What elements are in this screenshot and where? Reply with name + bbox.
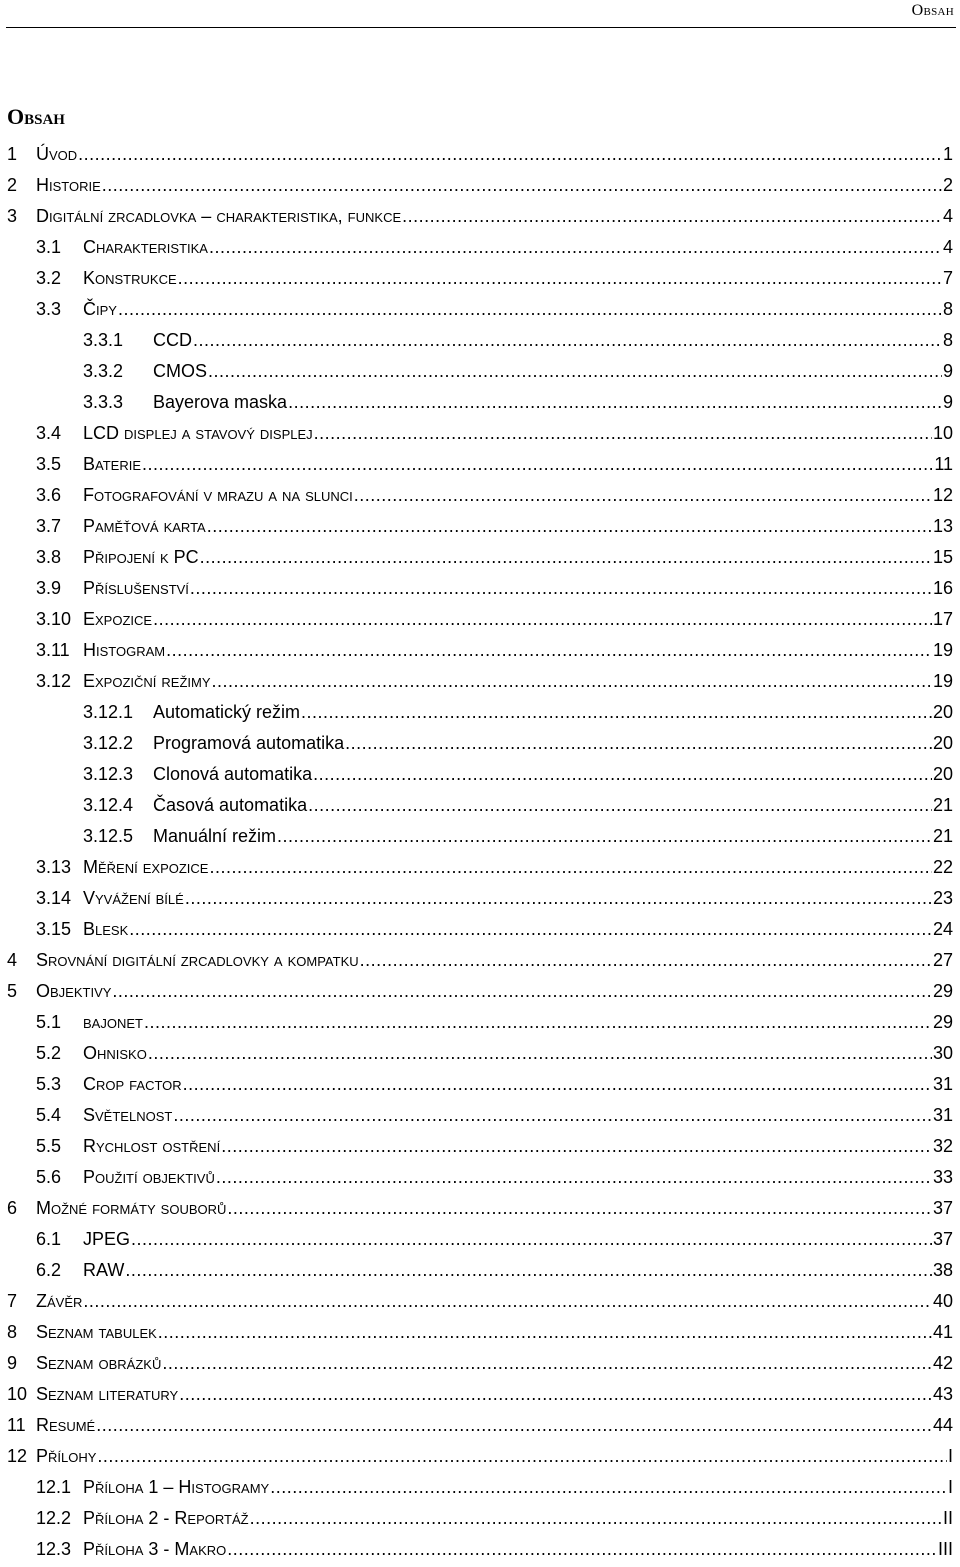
toc-entry-number: 1 [7, 144, 18, 164]
toc-entry-title: Automatický režim [153, 702, 301, 722]
toc-heading: Obsah [7, 104, 65, 129]
toc-entry-page: 21 [932, 795, 953, 815]
toc-dot-leader [227, 1534, 937, 1565]
toc-entry-page: 21 [932, 826, 953, 846]
toc-entry-title: CCD [153, 330, 192, 350]
toc-entry[interactable] [0, 542, 960, 573]
toc-entry-title: LCD displej a stavový displej [83, 423, 313, 443]
toc-entry-page: 4 [942, 237, 953, 257]
toc-dot-leader [360, 945, 932, 976]
toc-entry-title: Clonová automatika [153, 764, 313, 784]
toc-entry-page: 8 [942, 330, 953, 350]
toc-entry-title: Měření expozice [83, 857, 209, 877]
toc-entry-number: 3.12 [36, 671, 72, 691]
toc-entry[interactable] [0, 604, 960, 635]
toc-dot-leader [83, 1286, 932, 1317]
header-divider [6, 27, 956, 28]
toc-entry[interactable] [0, 294, 960, 325]
toc-entry[interactable] [0, 821, 960, 852]
toc-entry-title: Programová automatika [153, 733, 345, 753]
toc-entry[interactable] [0, 945, 960, 976]
toc-entry-title: Příslušenství [83, 578, 189, 598]
toc-entry-page: 15 [932, 547, 953, 567]
toc-entry-number: 3.15 [36, 919, 72, 939]
toc-entry-number: 12 [7, 1446, 28, 1466]
toc-entry-page: 20 [932, 764, 953, 784]
toc-entry-page: II [942, 1508, 953, 1528]
toc-entry-title: Světelnost [83, 1105, 173, 1125]
toc-dot-leader [158, 1317, 932, 1348]
toc-entry-page: I [947, 1446, 953, 1466]
toc-entry-title: Rychlost ostření [83, 1136, 221, 1156]
toc-dot-leader [270, 1472, 947, 1503]
toc-entry[interactable] [0, 1472, 960, 1503]
toc-entry-title: Expozice [83, 609, 153, 629]
toc-dot-leader [209, 852, 932, 883]
toc-entry-title: Příloha 3 - Makro [83, 1539, 227, 1559]
toc-entry[interactable] [0, 1441, 960, 1472]
toc-entry-title: Crop factor [83, 1074, 182, 1094]
toc-entry-number: 3.2 [36, 268, 62, 288]
toc-entry-title: Závěr [36, 1291, 83, 1311]
toc-entry-page: 9 [942, 361, 953, 381]
toc-entry[interactable] [0, 1534, 960, 1565]
toc-entry[interactable] [0, 201, 960, 232]
toc-entry[interactable] [0, 139, 960, 170]
toc-entry-page: 2 [942, 175, 953, 195]
toc-entry-page: 7 [942, 268, 953, 288]
toc-entry[interactable] [0, 852, 960, 883]
toc-dot-leader [301, 697, 932, 728]
toc-entry-page: 20 [932, 733, 953, 753]
toc-dot-leader [208, 356, 942, 387]
toc-entry-title: RAW [83, 1260, 125, 1280]
toc-entry[interactable] [0, 1317, 960, 1348]
toc-dot-leader [402, 201, 942, 232]
toc-entry-page: 1 [942, 144, 953, 164]
toc-dot-leader [129, 914, 932, 945]
toc-entry-number: 6.2 [36, 1260, 62, 1280]
toc-entry-page: 23 [932, 888, 953, 908]
toc-entry-number: 3.6 [36, 485, 62, 505]
table-of-contents [0, 139, 960, 1565]
toc-entry-title: Příloha 1 – Histogramy [83, 1477, 270, 1497]
toc-entry-number: 3.4 [36, 423, 62, 443]
toc-entry-title: Časová automatika [153, 795, 308, 815]
toc-entry-page: 29 [932, 1012, 953, 1032]
toc-entry-number: 10 [7, 1384, 28, 1404]
toc-entry-page: 30 [932, 1043, 953, 1063]
toc-dot-leader [200, 542, 932, 573]
toc-entry[interactable] [0, 1410, 960, 1441]
toc-dot-leader [216, 1162, 932, 1193]
toc-dot-leader [345, 728, 932, 759]
toc-entry-title: Srovnání digitální zrcadlovky a kompatku [36, 950, 359, 970]
toc-entry[interactable] [0, 1038, 960, 1069]
toc-entry-number: 12.2 [36, 1508, 72, 1528]
toc-entry[interactable] [0, 976, 960, 1007]
toc-entry-number: 4 [7, 950, 18, 970]
toc-entry-title: Ohnisko [83, 1043, 147, 1063]
toc-entry[interactable] [0, 1348, 960, 1379]
toc-entry-number: 5.1 [36, 1012, 62, 1032]
toc-entry-number: 5 [7, 981, 18, 1001]
toc-entry-title: Připojení k PC [83, 547, 199, 567]
toc-dot-leader [277, 821, 932, 852]
toc-entry-number: 5.5 [36, 1136, 62, 1156]
running-header: Obsah [911, 2, 954, 19]
toc-entry-title: Histogram [83, 640, 166, 660]
toc-entry[interactable] [0, 759, 960, 790]
toc-dot-leader [131, 1224, 932, 1255]
toc-entry-page: 37 [932, 1198, 953, 1218]
toc-entry-title: Seznam obrázků [36, 1353, 162, 1373]
toc-entry-page: 29 [932, 981, 953, 1001]
toc-entry-page: 32 [932, 1136, 953, 1156]
toc-dot-leader [148, 1038, 932, 1069]
toc-dot-leader [313, 759, 932, 790]
toc-entry-page: 31 [932, 1105, 953, 1125]
toc-entry[interactable] [0, 1007, 960, 1038]
toc-entry-title: CMOS [153, 361, 207, 381]
toc-entry-page: 22 [932, 857, 953, 877]
toc-entry[interactable] [0, 1224, 960, 1255]
toc-dot-leader [144, 1007, 932, 1038]
toc-entry-title: Seznam literatury [36, 1384, 179, 1404]
toc-entry-number: 3.3.1 [83, 330, 124, 350]
toc-entry-number: 3.3.3 [83, 392, 124, 412]
toc-entry-title: Příloha 2 - Reportáž [83, 1508, 249, 1528]
toc-dot-leader [179, 1379, 932, 1410]
toc-entry-number: 3.12.3 [83, 764, 134, 784]
toc-entry-number: 3 [7, 206, 18, 226]
toc-entry-number: 8 [7, 1322, 18, 1342]
toc-entry-page: 20 [932, 702, 953, 722]
toc-entry[interactable] [0, 697, 960, 728]
toc-dot-leader [185, 883, 932, 914]
toc-dot-leader [173, 1100, 932, 1131]
toc-entry-number: 5.6 [36, 1167, 62, 1187]
toc-dot-leader [288, 387, 942, 418]
toc-dot-leader [207, 511, 932, 542]
toc-entry[interactable] [0, 387, 960, 418]
toc-dot-leader [193, 325, 942, 356]
toc-entry-title: JPEG [83, 1229, 131, 1249]
toc-entry[interactable] [0, 232, 960, 263]
toc-entry-title: Použití objektivů [83, 1167, 215, 1187]
toc-dot-leader [96, 1410, 932, 1441]
toc-entry-page: 16 [932, 578, 953, 598]
toc-entry[interactable] [0, 325, 960, 356]
toc-entry-title: Fotografování v mrazu a na slunci [83, 485, 353, 505]
toc-dot-leader [227, 1193, 932, 1224]
toc-entry-number: 3.8 [36, 547, 62, 567]
toc-entry-title: Expoziční režimy [83, 671, 211, 691]
toc-dot-leader [212, 666, 932, 697]
toc-entry-page: 27 [932, 950, 953, 970]
toc-entry-title: Resumé [36, 1415, 96, 1435]
toc-entry[interactable] [0, 449, 960, 480]
toc-entry-page: 19 [932, 671, 953, 691]
toc-dot-leader [354, 480, 932, 511]
toc-entry-title: Vyvážení bílé [83, 888, 184, 908]
toc-entry-page: 41 [932, 1322, 953, 1342]
toc-entry-number: 3.3 [36, 299, 62, 319]
toc-dot-leader [125, 1255, 932, 1286]
toc-entry[interactable] [0, 1131, 960, 1162]
toc-entry-number: 3.10 [36, 609, 72, 629]
toc-entry-page: 11 [934, 454, 953, 474]
toc-dot-leader [162, 1348, 932, 1379]
toc-entry[interactable] [0, 170, 960, 201]
toc-entry-page: 9 [942, 392, 953, 412]
toc-entry-title: Digitální zrcadlovka – charakteristika, funkce [36, 206, 402, 226]
toc-dot-leader [118, 294, 942, 325]
toc-entry[interactable] [0, 573, 960, 604]
toc-entry[interactable] [0, 480, 960, 511]
toc-entry[interactable] [0, 418, 960, 449]
toc-entry-page: 4 [942, 206, 953, 226]
toc-entry[interactable] [0, 1069, 960, 1100]
toc-dot-leader [221, 1131, 932, 1162]
toc-dot-leader [314, 418, 932, 449]
toc-entry[interactable] [0, 1286, 960, 1317]
toc-entry-number: 3.11 [36, 640, 70, 660]
toc-entry-page: 42 [932, 1353, 953, 1373]
toc-entry-page: 10 [932, 423, 953, 443]
toc-entry-page: 24 [932, 919, 953, 939]
toc-entry-number: 7 [7, 1291, 18, 1311]
toc-entry-page: 43 [932, 1384, 953, 1404]
toc-dot-leader [190, 573, 932, 604]
toc-entry-number: 3.3.2 [83, 361, 124, 381]
toc-entry-page: 40 [932, 1291, 953, 1311]
toc-entry-number: 3.12.4 [83, 795, 134, 815]
toc-entry[interactable] [0, 263, 960, 294]
toc-entry[interactable] [0, 883, 960, 914]
toc-dot-leader [78, 139, 942, 170]
toc-entry-title: bajonet [83, 1012, 143, 1032]
toc-entry[interactable] [0, 635, 960, 666]
toc-entry-number: 11 [7, 1415, 26, 1435]
toc-entry-number: 3.14 [36, 888, 72, 908]
toc-entry-number: 3.7 [36, 516, 62, 536]
toc-entry-page: 38 [932, 1260, 953, 1280]
toc-entry-number: 3.12.2 [83, 733, 134, 753]
toc-entry[interactable] [0, 1193, 960, 1224]
toc-dot-leader [183, 1069, 932, 1100]
toc-entry-page: 31 [932, 1074, 953, 1094]
toc-entry-title: Manuální režim [153, 826, 277, 846]
toc-entry-number: 5.4 [36, 1105, 62, 1125]
toc-entry-number: 12.3 [36, 1539, 72, 1559]
toc-dot-leader [178, 263, 942, 294]
toc-entry-number: 5.2 [36, 1043, 62, 1063]
toc-entry-number: 3.13 [36, 857, 72, 877]
toc-entry-number: 2 [7, 175, 18, 195]
toc-entry-number: 12.1 [36, 1477, 72, 1497]
toc-entry-title: Paměťová karta [83, 516, 206, 536]
toc-dot-leader [97, 1441, 947, 1472]
toc-entry-page: 37 [932, 1229, 953, 1249]
toc-entry[interactable] [0, 1255, 960, 1286]
toc-dot-leader [250, 1503, 942, 1534]
toc-dot-leader [142, 449, 933, 480]
toc-entry-number: 3.9 [36, 578, 62, 598]
toc-entry-page: 19 [932, 640, 953, 660]
toc-entry-title: Charakteristika [83, 237, 208, 257]
toc-entry-number: 6.1 [36, 1229, 62, 1249]
toc-dot-leader [153, 604, 932, 635]
toc-entry-page: III [937, 1539, 953, 1559]
toc-entry[interactable] [0, 790, 960, 821]
toc-entry-title: Baterie [83, 454, 141, 474]
toc-entry-page: 8 [942, 299, 953, 319]
toc-entry-number: 6 [7, 1198, 18, 1218]
toc-entry-page: 17 [932, 609, 953, 629]
toc-entry[interactable] [0, 1100, 960, 1131]
toc-dot-leader [209, 232, 942, 263]
toc-entry-page: 13 [932, 516, 953, 536]
toc-entry[interactable] [0, 1503, 960, 1534]
toc-entry-title: Možné formáty souborů [36, 1198, 227, 1218]
toc-entry[interactable] [0, 511, 960, 542]
toc-entry-title: Přílohy [36, 1446, 97, 1466]
toc-entry-number: 3.5 [36, 454, 62, 474]
toc-dot-leader [308, 790, 932, 821]
toc-entry[interactable] [0, 666, 960, 697]
toc-entry-number: 9 [7, 1353, 18, 1373]
toc-entry[interactable] [0, 1379, 960, 1410]
toc-entry-number: 3.1 [36, 237, 62, 257]
toc-entry[interactable] [0, 1162, 960, 1193]
toc-entry-page: 12 [932, 485, 953, 505]
toc-entry-page: 33 [932, 1167, 953, 1187]
toc-dot-leader [102, 170, 942, 201]
toc-dot-leader [166, 635, 932, 666]
toc-entry-title: Seznam tabulek [36, 1322, 157, 1342]
toc-entry[interactable] [0, 356, 960, 387]
toc-entry-page: I [947, 1477, 953, 1497]
toc-entry-number: 5.3 [36, 1074, 62, 1094]
toc-entry-title: Čipy [83, 299, 117, 319]
toc-entry-page: 44 [932, 1415, 953, 1435]
toc-entry-title: Historie [36, 175, 101, 195]
toc-entry-title: Blesk [83, 919, 129, 939]
toc-entry-title: Objektivy [36, 981, 112, 1001]
toc-entry[interactable] [0, 728, 960, 759]
toc-dot-leader [112, 976, 932, 1007]
toc-entry[interactable] [0, 914, 960, 945]
toc-entry-title: Úvod [36, 144, 78, 164]
toc-entry-number: 3.12.5 [83, 826, 134, 846]
toc-entry-title: Bayerova maska [153, 392, 288, 412]
toc-entry-title: Konstrukce [83, 268, 177, 288]
toc-entry-number: 3.12.1 [83, 702, 134, 722]
